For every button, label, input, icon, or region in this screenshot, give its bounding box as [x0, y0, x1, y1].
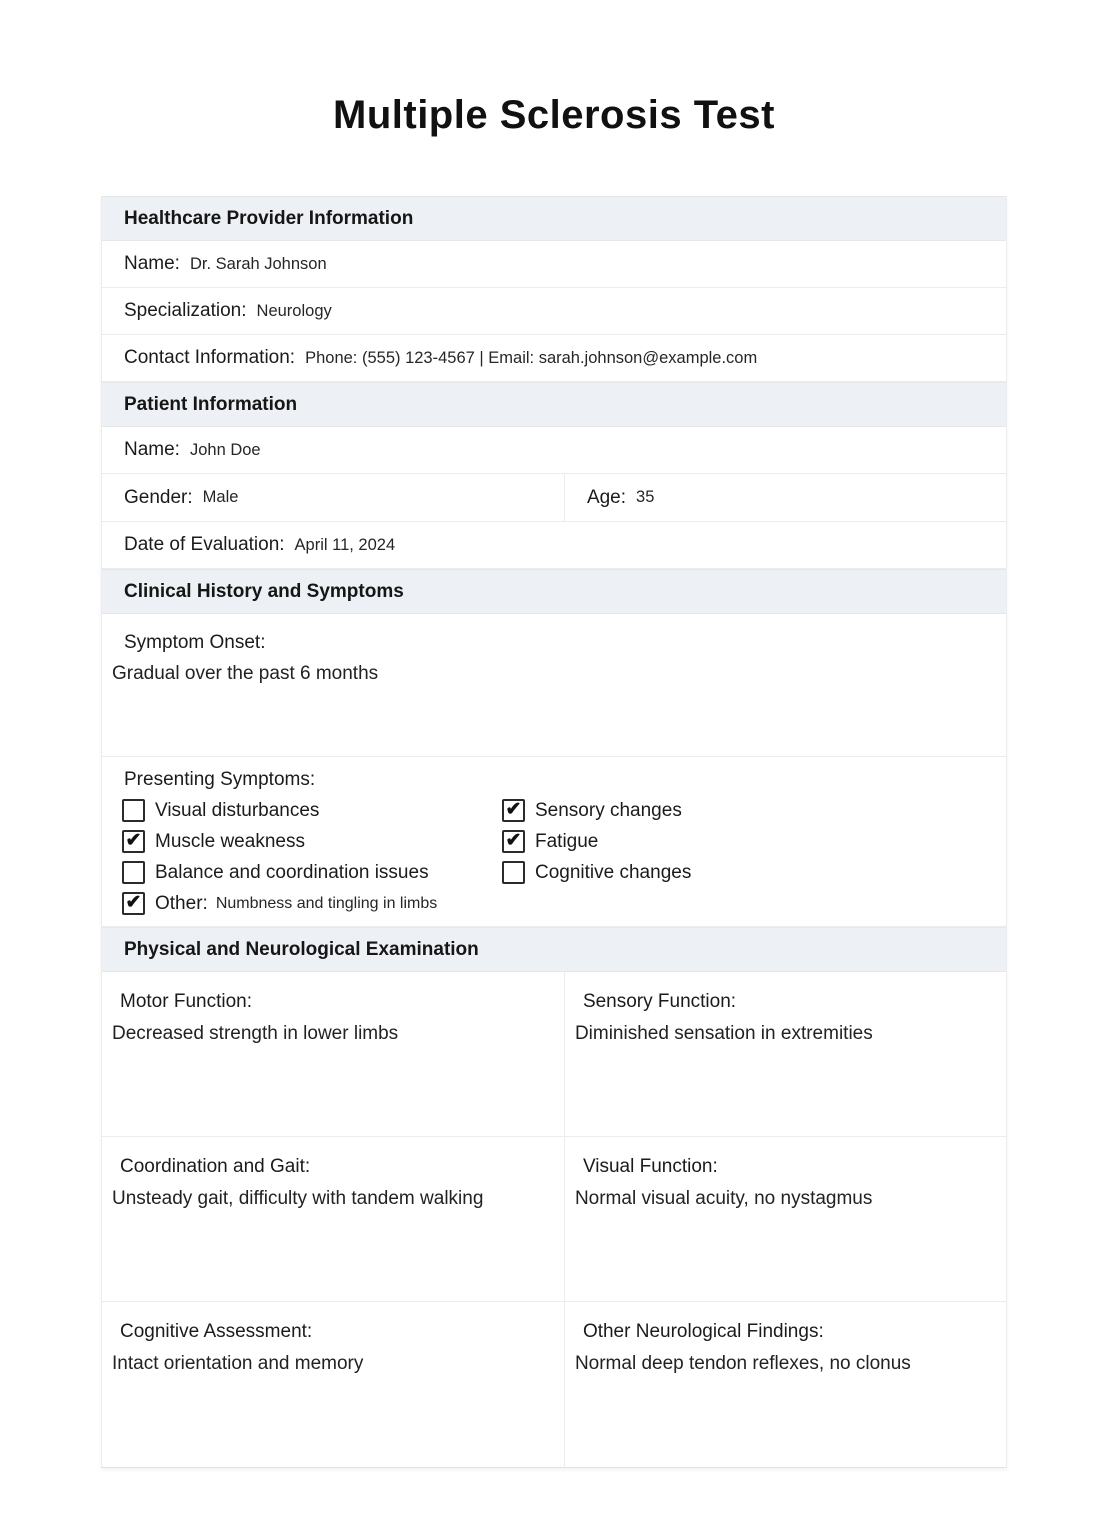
- patient-name-value: John Doe: [189, 440, 261, 459]
- gender-cell: [102, 474, 564, 521]
- exam-grid: [102, 972, 1006, 1467]
- checkbox-muscle-weakness[interactable]: [122, 830, 145, 853]
- cognitive-assessment-label: Cognitive Assessment:: [120, 1321, 313, 1342]
- exam-cell-sensory-function: [564, 972, 1006, 1137]
- symptom-onset-label: Symptom Onset:: [124, 632, 266, 653]
- exam-cell-other-neurological: [564, 1302, 1006, 1467]
- checkmark-icon: ✔: [505, 799, 522, 820]
- checkbox-fatigue[interactable]: [502, 830, 525, 853]
- sensory-function-value: Diminished sensation in extremities: [574, 1023, 873, 1044]
- field-row-specialization: [102, 288, 1006, 335]
- motor-function-label: Motor Function:: [120, 991, 252, 1012]
- section-header-exam: Physical and Neurological Examination: [102, 927, 1006, 972]
- field-row-evaluation-date: [102, 522, 1006, 569]
- checkbox-label-balance-coordination: Balance and coordination issues: [155, 861, 429, 883]
- checkbox-row-other: [122, 888, 502, 919]
- symptoms-checkbox-grid: [122, 795, 1006, 919]
- gender-value: Male: [202, 488, 239, 506]
- checkbox-label-other: Other:: [155, 892, 208, 914]
- presenting-symptoms-cell: [102, 757, 1006, 927]
- other-neurological-label: Other Neurological Findings:: [582, 1321, 824, 1342]
- symptom-onset-cell: [102, 614, 1006, 757]
- visual-function-label: Visual Function:: [582, 1156, 718, 1177]
- checkbox-row-sensory-changes: [502, 795, 1006, 826]
- age-label: Age:: [586, 486, 627, 508]
- field-row-provider-name: [102, 241, 1006, 288]
- age-value: 35: [636, 488, 655, 506]
- specialization-label: Specialization:: [124, 300, 247, 321]
- checkbox-label-sensory-changes: Sensory changes: [535, 799, 682, 821]
- checkbox-other[interactable]: [122, 892, 145, 915]
- checkbox-visual-disturbances[interactable]: [122, 799, 145, 822]
- checkmark-icon: ✔: [125, 892, 142, 913]
- ms-test-form: [101, 196, 1007, 1468]
- visual-function-value: Normal visual acuity, no nystagmus: [574, 1188, 873, 1209]
- gender-label: Gender:: [124, 486, 193, 508]
- checkbox-label-visual-disturbances: Visual disturbances: [155, 799, 320, 821]
- checkbox-row-visual-disturbances: [122, 795, 502, 826]
- other-neurological-value: Normal deep tendon reflexes, no clonus: [574, 1353, 911, 1374]
- checkbox-row-cognitive-changes: [502, 857, 1006, 888]
- contact-info-value: Phone: (555) 123-4567 | Email: sarah.johnson@example.com: [305, 348, 758, 367]
- evaluation-date-label: Date of Evaluation:: [124, 534, 285, 555]
- field-row-contact-info: [102, 335, 1006, 382]
- coordination-gait-label: Coordination and Gait:: [120, 1156, 311, 1177]
- provider-name-label: Name:: [124, 253, 180, 274]
- page-title: Multiple Sclerosis Test: [333, 93, 775, 137]
- exam-cell-coordination-gait: [102, 1137, 564, 1302]
- section-header-provider: Healthcare Provider Information: [102, 196, 1006, 241]
- motor-function-value: Decreased strength in lower limbs: [112, 1023, 399, 1044]
- checkbox-cognitive-changes[interactable]: [502, 861, 525, 884]
- other-symptom-value: Numbness and tingling in limbs: [215, 894, 438, 912]
- checkbox-sensory-changes[interactable]: [502, 799, 525, 822]
- checkmark-icon: ✔: [125, 830, 142, 851]
- age-cell: [564, 474, 1006, 521]
- checkmark-icon: ✔: [505, 830, 522, 851]
- checkbox-label-fatigue: Fatigue: [535, 830, 599, 852]
- checkbox-label-muscle-weakness: Muscle weakness: [155, 830, 305, 852]
- exam-cell-visual-function: [564, 1137, 1006, 1302]
- checkbox-row-balance-coordination: [122, 857, 502, 888]
- sensory-function-label: Sensory Function:: [582, 991, 737, 1012]
- provider-name-value: Dr. Sarah Johnson: [189, 254, 327, 273]
- evaluation-date-value: April 11, 2024: [294, 535, 396, 554]
- field-row-gender-age: [102, 474, 1006, 522]
- coordination-gait-value: Unsteady gait, difficulty with tandem walking: [112, 1188, 484, 1209]
- field-row-patient-name: [102, 427, 1006, 474]
- exam-cell-motor-function: [102, 972, 564, 1137]
- specialization-value: Neurology: [256, 301, 332, 320]
- presenting-symptoms-label: Presenting Symptoms:: [124, 769, 316, 790]
- cognitive-assessment-value: Intact orientation and memory: [112, 1353, 364, 1374]
- checkbox-label-cognitive-changes: Cognitive changes: [535, 861, 692, 883]
- section-header-clinical: Clinical History and Symptoms: [102, 569, 1006, 614]
- symptom-onset-value: Gradual over the past 6 months: [112, 663, 379, 684]
- checkbox-row-fatigue: [502, 826, 1006, 857]
- patient-name-label: Name:: [124, 439, 180, 460]
- checkbox-balance-coordination[interactable]: [122, 861, 145, 884]
- contact-info-label: Contact Information:: [124, 347, 296, 368]
- checkbox-row-muscle-weakness: [122, 826, 502, 857]
- exam-cell-cognitive-assessment: [102, 1302, 564, 1467]
- section-header-patient: Patient Information: [102, 382, 1006, 427]
